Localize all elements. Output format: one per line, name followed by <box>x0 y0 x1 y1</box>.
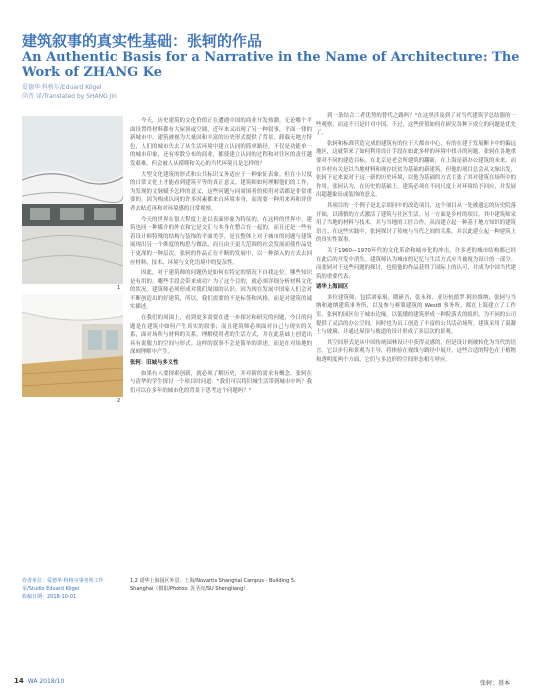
paragraph: 张轲和标准营造完成的建筑有的位于大都市中心，有的在建于发展断卡中的偏远地区，这就带来了如何利用设计手段在如此多样的环境中找寻的问题。张轲在各地重要对不同的建造目标。在北京是老会所建筑的翻新，在上海是新办公建筑的未来，而在乡村有关是以当地材料和现存扶贫为基础的新建筑。但他的项目总会从文脉出发，张轲下定来说对于这一新的历史环境，以他为基础的方式主张了其对建筑在场所中的作用。张轲认为，在历史的基础上，建筑必须在不同尺度上对环境给予回应，并发展出超越象征或装饰的意义。 <box>316 140 516 199</box>
paragraph: 多位建筑师，包括刘家琨、隈研吾、张永和、亚历杭德罗·阿拉维纳、张轲与当纳和迪纳建筑事务所，以及参与赛策建筑的 West8 事务所，都在上海建立了工作室。张轲的园区位于城市边缘，以低矮的建筑形成一种院落式的组织，为不同的公司提供了灵活的办公空间，同时也为员工创造了丰富的公共活动场所。建筑采用了混凝土与玻璃，并通过屋顶与坡道的设计形成了多层次的景观。 <box>316 294 516 336</box>
article-title-cn: 建筑叙事的真实性基础：张轲的作品 <box>22 32 263 50</box>
figure-number-2: 2 <box>117 398 121 404</box>
page-number: 14 <box>14 677 24 685</box>
journal-issue: WA 2018/10 <box>27 678 65 685</box>
paragraph: 其项目的一个例子是北京胡同中的改造项目，这个项目从一处被遗忘的历史院落开始，以谨慎的方式激活了建筑与社区生活。另一方面是乡村的项目，其中建筑师采用了当地的材料与技术，并与当地的工匠合作，从而建立起一种基于地方知识的建筑语言。在这些实践中，张轲探讨了传统与当代之间的关系，并以此建立起一种建筑上的真实性叙事。 <box>316 202 516 244</box>
paragraph: 今天，历史建筑的文化价值正在遭遇中国的商业开发热潮。无论哪个平面设置得材料都有大屋顶或空调，近年来又出现了另一种叙事，平面一律的新城市中，建筑被视为大量国和丰富的历史形式提供了背景。卸载无地方特色，人们的城市失去了从生活环境中建立认同的简单路径。不仅是功能单一的城市印象，还有零散分布的商业，都使建立认同的过程和对往区的责任越发艰难。但会被人从摸爬和关心的当代环境且是怎样的？ <box>130 118 312 167</box>
section-heading: 张轲：旧城与多义性 <box>130 360 179 367</box>
photo-building-exterior <box>22 116 123 284</box>
photo-building-interior <box>22 294 123 397</box>
body-column-right <box>316 112 516 598</box>
paragraph: 今天的世界在很大程度上是以表面形象为特征的，在这样的世界中，建筑也同一种媒介的外衣和它是交汇与本身在整合在一起的，而且还是一些有着设计师特殊的结构与装饰的平面美学，是在整体上对于城市的问题与建筑展现出另一个维度的构思与做法，而且由于更大范围的社会发展而使作品处于更深的一种层次。张轲的作品正在不断的发展中，以一种深入的方式去回应材料、技术、环境与文化语境中的复杂性。 <box>130 216 312 266</box>
page-footer-left <box>14 677 64 685</box>
paragraph: 大型文化建筑的形式和公共标识义务适应于一种象征表象。但在小尺度的日常文化上才能看到建筑平等的真正意义。建筑师如何理解他们的工作，为发现的文脉赋予怎样的意义，这些问题与同周围者的使用对话都是非常重要的。因为构成认同的许多因素都来自环境本身，而需要一种用来再和评价者去贴近再和对环境感的日常观察。 <box>130 171 312 212</box>
article-title-en: An Authentic Basis for a Narrative in the Name of Architecture: The Work of ZHANG Ke <box>22 50 520 80</box>
paragraph: 到一条结合二者优势的替代之路吗？"在这里涉及到了对当代建筑学总结器的一些观察，而这不只是针对中国。不过，这些价值如何在研究各种下成立的问题是优先了。 <box>316 113 516 137</box>
paragraph: 因此，对于建筑师的问题仍是如何在特定的情况下自我定位。哪些知识是有用的，哪些手段会带来成功？为了这个目的，就必须详细分析材料文化的状况。建筑师必须形成对我们周围的认识。因为现在发展中国家人们会对不断创造出的好建筑，所以，我们需要的不是标签和风格，而是对建筑的诚实描述。 <box>130 270 312 311</box>
figure-number-1: 1 <box>117 285 121 291</box>
section-footer: 张轲：基本 <box>479 680 510 687</box>
paragraph: 如果有人要探索创新，就必须了解历史，并对新的需求有概念。张轲在与清华的学生探讨一个项目时问道："我们可以将旧城生活带到城市中吗？我们可以在多年的城市化的背景下思考这个问题吗？" <box>130 370 312 394</box>
paragraph: 关于1960—1970年代的文化革命和城市化的冲击，许多老的城市结构都已经在此后的开发中消失。建筑师认为城市的记忆与生活方式应当被视为设计的一部分。而张轲对于这些问题的探讨，也使他的作品获得了国际上的认可，并成为中国当代建筑的重要代表。 <box>316 247 516 280</box>
body-column-left <box>130 117 312 561</box>
paragraph: 在我们的周围上，看到更多需要在进一步探讨和研究的问题，今日的问题是在建筑中如何产生真实的叙事；而且建筑师必须面对自己与现实的关系，面对场所与材料的关系，理解使用者的生活方式，并在此基础上创造出具有说服力的空间与形式。这样的叙事不会是简单的讲述，而是在对场地的深刻理解中产生。 <box>130 315 312 356</box>
author-affiliation-note: 作者单位：爱德华·科格尔事务所工作室/Studio Eduard Kögel 收稿日期：2018-10-01 <box>22 578 104 600</box>
paragraph: 其空间形式是从中国传统园林设计中获得灵感的，但是设计则被转化为当代的语言。它以步行和景观为主导，将体验在视线与路径中展开。这些合适的特色在于植物和透明度两个方面，它们与多边形的空间形态相互呼应。 <box>316 339 516 364</box>
figure-caption: 1,2 诺华上海园区外景，上海/Novartis Shanghai Campus - Building 5, Shanghai（摄影/Photos: 苏圣亮/SU Shengliang） <box>130 578 296 592</box>
author-name: 爱德华·科格尔/Eduard Kögel <box>22 84 102 91</box>
author-block <box>22 83 117 101</box>
translator-name: 尚晋 译/Translated by SHANG Jin <box>22 93 117 100</box>
section-heading: 诸华上海园区 <box>316 284 349 291</box>
